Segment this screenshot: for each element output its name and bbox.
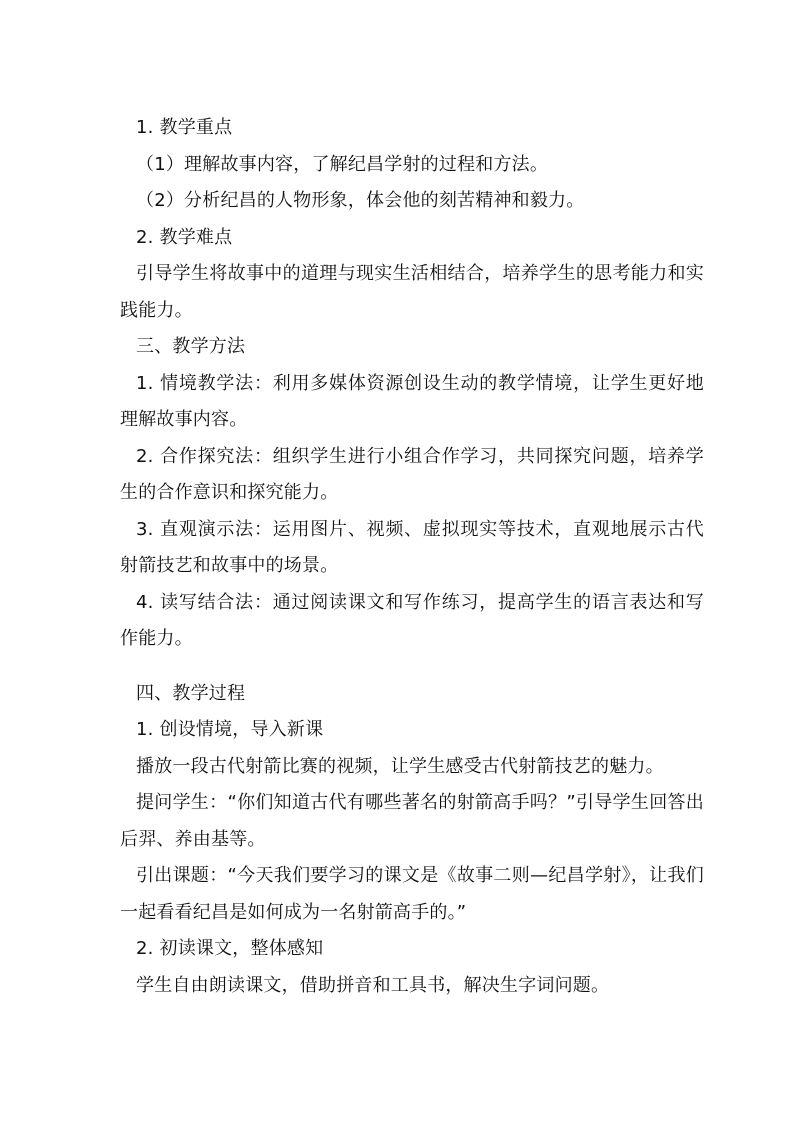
method-4: 4. 读写结合法：通过阅读课文和写作练习，提高学生的语言表达和写作能力。 [120,591,704,649]
section-gap [120,658,704,676]
process-step-1-heading: 1. 创设情境，导入新课 [136,719,324,740]
process-step-1-para-2: 提问学生：“你们知道古代有哪些著名的射箭高手吗？”引导学生回答出后羿、养由基等。 [120,792,704,850]
process-heading: 四、教学过程 [136,682,246,704]
process-step-2-heading: 2. 初读课文，整体感知 [136,938,324,959]
difficulty-heading: 2. 教学难点 [136,226,233,248]
process-step-2-para-1: 学生自由朗读课文，借助拼音和工具书，解决生字词问题。 [136,974,610,996]
key-point-2: （2）分析纪昌的人物形象，体会他的刻苦精神和毅力。 [136,190,585,211]
document-body [120,110,704,1004]
methods-heading: 三、教学方法 [136,336,246,357]
process-step-1-para-1: 播放一段古代射箭比赛的视频，让学生感受古代射箭技艺的魅力。 [136,755,664,777]
method-3: 3. 直观演示法：运用图片、视频、虚拟现实等技术，直观地展示古代射箭技艺和故事中的场景。 [120,518,704,576]
key-points-heading: 1. 教学重点 [136,117,233,138]
method-2: 2. 合作探究法：组织学生进行小组合作学习，共同探究问题，培养学生的合作意识和探究能力。 [120,445,704,503]
process-step-1-para-3: 引出课题：“今天我们要学习的课文是《故事二则—纪昌学射》，让我们一起看看纪昌是如何成为一名射箭高手的。” [120,865,704,923]
difficulty-text: 引导学生将故事中的道理与现实生活相结合，培养学生的思考能力和实践能力。 [120,263,704,321]
method-1: 1. 情境教学法：利用多媒体资源创设生动的教学情境，让学生更好地理解故事内容。 [120,372,704,430]
key-point-1: （1）理解故事内容，了解纪昌学射的过程和方法。 [136,153,549,175]
